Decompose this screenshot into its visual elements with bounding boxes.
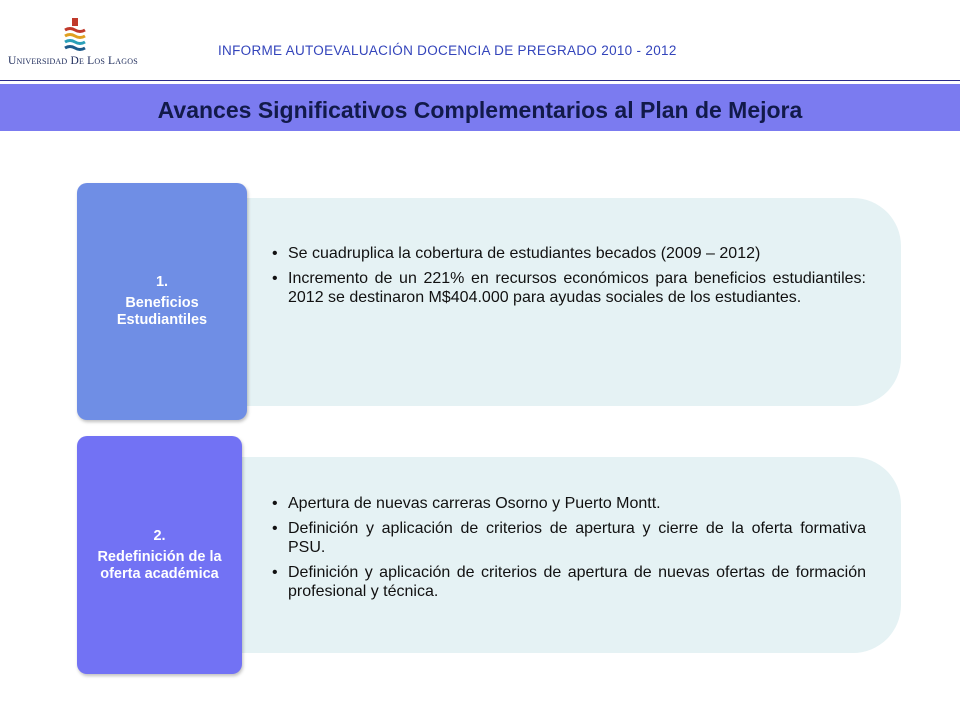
university-name: Universidad De Los Lagos: [8, 55, 138, 67]
university-logo: [8, 18, 143, 70]
section-1-label-box: [77, 183, 247, 420]
section-2-bullets: [272, 494, 866, 607]
section-2-label-box: [77, 436, 242, 674]
section-1-number: 1.: [155, 274, 169, 290]
section-1-label: Beneficios Estudiantiles: [116, 295, 208, 328]
header-divider: [0, 80, 960, 81]
section-2-bullet: • Apertura de nuevas carreras Osorno y Puerto Montt.: [272, 494, 866, 514]
section-1-bullets: [272, 244, 866, 313]
section-2-bullet: • Definición y aplicación de criterios de apertura de nuevas ofertas de formación profesional y técnica.: [272, 563, 866, 602]
section-2-bullet: • Definición y aplicación de criterios de apertura y cierre de la oferta formativa PSU.: [272, 519, 866, 558]
section-1-bullet: • Se cuadruplica la cobertura de estudiantes becados (2009 – 2012): [272, 244, 866, 264]
report-title: INFORME AUTOEVALUACIÓN DOCENCIA DE PREGRADO 2010 - 2012: [218, 43, 677, 58]
section-2-label: Redefinición de la oferta académica: [97, 548, 222, 582]
slide-title: Avances Significativos Complementarios al Plan de Mejora: [157, 97, 803, 123]
section-1-bullet: • Incremento de un 221% en recursos económicos para beneficios estudiantiles: 2012 se destinaron M$404.000 para ayudas sociales de los estudiantes.: [272, 269, 866, 308]
university-logo-icon: [62, 18, 88, 52]
section-2-number: 2.: [153, 527, 166, 544]
